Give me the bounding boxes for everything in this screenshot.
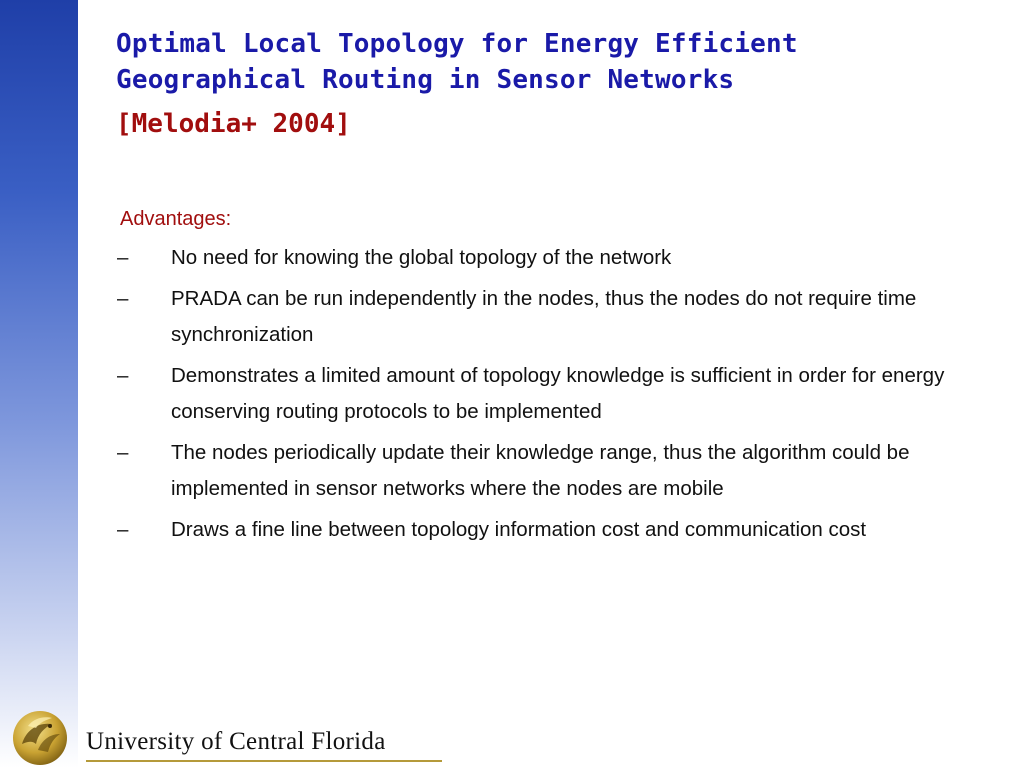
slide-title-line-1: Optimal Local Topology for Energy Efficient (116, 29, 798, 59)
slide-title-block (116, 26, 996, 142)
footer-branding (8, 704, 448, 768)
bullet-text: No need for knowing the global topology of the network (171, 246, 672, 269)
slide-citation: [Melodia+ 2004] (116, 109, 351, 139)
bullet-dash: – (117, 518, 129, 541)
university-name: University of Central Florida (86, 728, 386, 755)
list-item (116, 358, 976, 430)
list-item (116, 281, 976, 353)
list-item (116, 435, 976, 507)
slide-title-line-2: Geographical Routing in Sensor Networks (116, 65, 735, 95)
bullet-text: Demonstrates a limited amount of topology knowledge is sufficient in order for energy conserving routing protocols to be implemented (171, 364, 945, 423)
bullet-dash: – (117, 364, 129, 387)
bullet-dash: – (117, 441, 129, 464)
bullet-text: PRADA can be run independently in the nodes, thus the nodes do not require time synchronization (171, 287, 917, 346)
bullet-text: Draws a fine line between topology information cost and communication cost (171, 518, 867, 541)
list-item (116, 512, 976, 548)
bullet-dash: – (117, 246, 129, 269)
list-item (116, 240, 976, 276)
slide-content (116, 204, 976, 553)
advantages-heading: Advantages: (120, 208, 232, 230)
sidebar-gradient-bar (0, 0, 78, 768)
bullet-dash: – (117, 287, 129, 310)
pegasus-logo-icon (8, 704, 72, 773)
footer-divider (86, 760, 442, 762)
advantages-list (116, 240, 976, 548)
bullet-text: The nodes periodically update their knowledge range, thus the algorithm could be implemented in sensor networks where the nodes are mobile (171, 441, 910, 500)
